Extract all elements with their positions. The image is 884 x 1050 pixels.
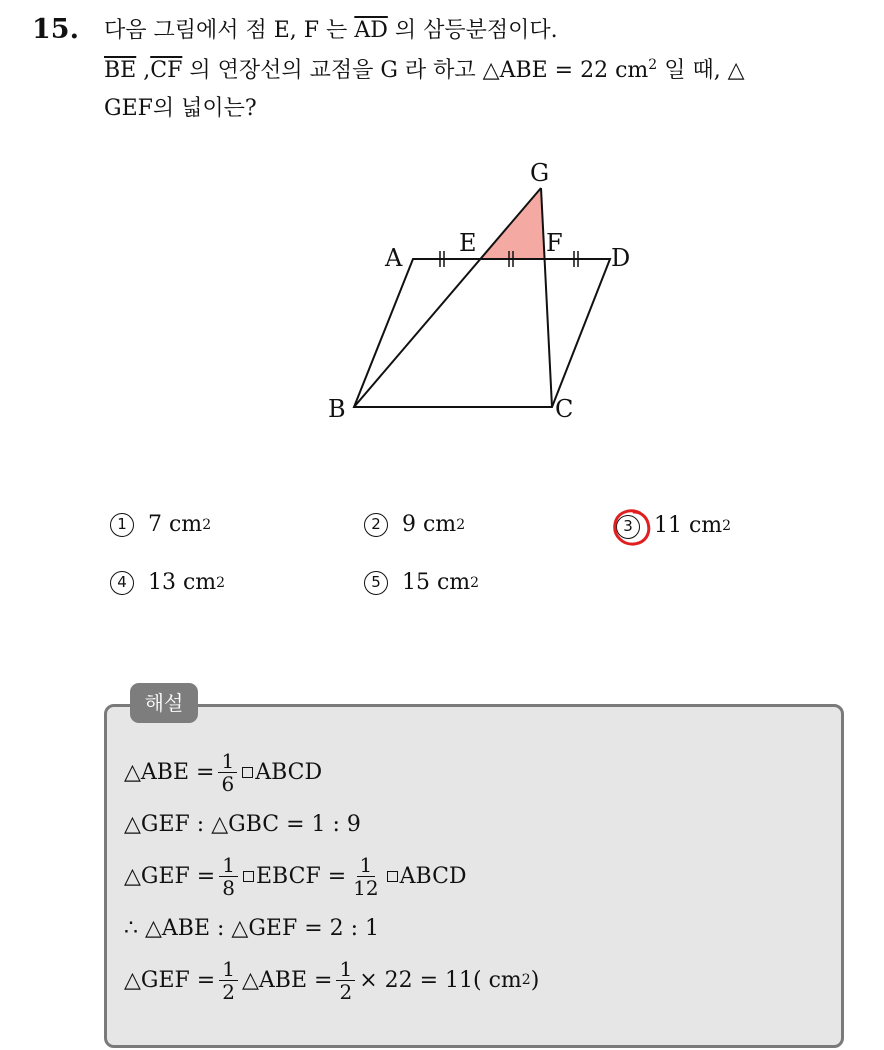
question-line-2	[104, 56, 745, 86]
choice-value: 7 cm	[148, 512, 203, 537]
solution-line-5: △GEF = $\frac{1}{2}$ △ABE = $\frac{1}{2}$ × 22 = 11( cm 2 )	[124, 956, 540, 1004]
choice-number: 4	[110, 571, 134, 595]
solution-line-1	[124, 748, 323, 796]
math-text: ABCD	[399, 863, 467, 889]
choice-value: 11 cm	[654, 513, 723, 538]
label-b: B	[328, 395, 346, 423]
fraction	[350, 854, 381, 899]
denominator: 2	[339, 979, 353, 1004]
solution-line-2: △GEF : △GBC = 1 : 9	[124, 811, 361, 837]
numerator: 1	[219, 854, 238, 877]
parallelogram-abcd	[354, 259, 610, 407]
numerator: 1	[219, 958, 238, 981]
denominator: 2	[222, 979, 235, 1004]
question-line-1	[104, 16, 558, 46]
fraction	[336, 958, 355, 1003]
numerator: 1	[357, 854, 376, 877]
question-line-3: GEF의 넓이는?	[104, 96, 257, 121]
choice-4[interactable]: 4 13 cm 2	[110, 570, 225, 595]
question-text: 의 삼등분점이다.	[394, 18, 558, 43]
separator: ,	[136, 58, 151, 83]
superscript: 2	[648, 57, 658, 73]
question-number: 15.	[32, 14, 79, 45]
label-c: C	[555, 395, 574, 423]
segment-ad: $\overline{AD}$	[354, 18, 388, 43]
solution-label: 해설	[130, 683, 198, 723]
choice-value: 9 cm	[402, 512, 457, 537]
label-d: D	[611, 244, 631, 272]
math-text: )	[530, 967, 540, 993]
parallelogram-symbol-icon	[387, 871, 398, 882]
label-g: G	[530, 159, 550, 187]
parallelogram-symbol-icon	[243, 871, 254, 882]
choice-1[interactable]: 1 7 cm 2	[110, 512, 211, 537]
math-text: △ABE =	[241, 967, 333, 993]
choice-number: 3	[616, 515, 640, 539]
choice-3[interactable]: 3 11 cm 2	[616, 512, 731, 539]
label-f: F	[546, 229, 563, 257]
geometry-figure	[300, 150, 660, 440]
choice-number: 5	[364, 571, 388, 595]
denominator: 12	[353, 875, 379, 900]
parallelogram-symbol-icon	[242, 767, 253, 778]
line-cg	[541, 188, 552, 407]
math-text: × 22 = 11( cm	[359, 967, 522, 993]
question-text: 의 연장선의 교점을 G 라 하고 △ABE = 22 cm	[189, 58, 649, 83]
fraction	[218, 750, 237, 795]
question-text: 일 때, △	[664, 58, 745, 83]
numerator: 1	[336, 958, 355, 981]
choice-2[interactable]: 2 9 cm 2	[364, 512, 465, 537]
choice-value: 13 cm	[148, 570, 217, 595]
math-text: △GEF =	[124, 967, 216, 993]
math-text: ABCD	[255, 759, 323, 785]
solution-line-3	[124, 852, 467, 900]
choice-number: 2	[364, 513, 388, 537]
choice-number: 1	[110, 513, 134, 537]
label-e: E	[459, 229, 477, 257]
fraction	[219, 958, 238, 1003]
solution-line-4: ∴ △ABE : △GEF = 2 : 1	[124, 915, 380, 941]
math-text: △GEF =	[124, 863, 216, 889]
numerator: 1	[218, 750, 237, 773]
choice-5[interactable]: 5 15 cm 2	[364, 570, 479, 595]
segment-be: $\overline{BE}$	[104, 58, 137, 83]
math-text: EBCF =	[255, 863, 347, 889]
fraction	[219, 854, 238, 899]
line-bg	[354, 188, 541, 407]
label-a: A	[385, 244, 403, 272]
choice-value: 15 cm	[402, 570, 471, 595]
choice-number-wrap	[616, 512, 654, 539]
math-text: △ABE =	[124, 759, 215, 785]
segment-cf: $\overline{CF}$	[150, 58, 183, 83]
denominator: 6	[221, 771, 235, 796]
denominator: 8	[222, 875, 235, 900]
question-text: 다음 그림에서 점 E, F 는	[104, 18, 348, 43]
